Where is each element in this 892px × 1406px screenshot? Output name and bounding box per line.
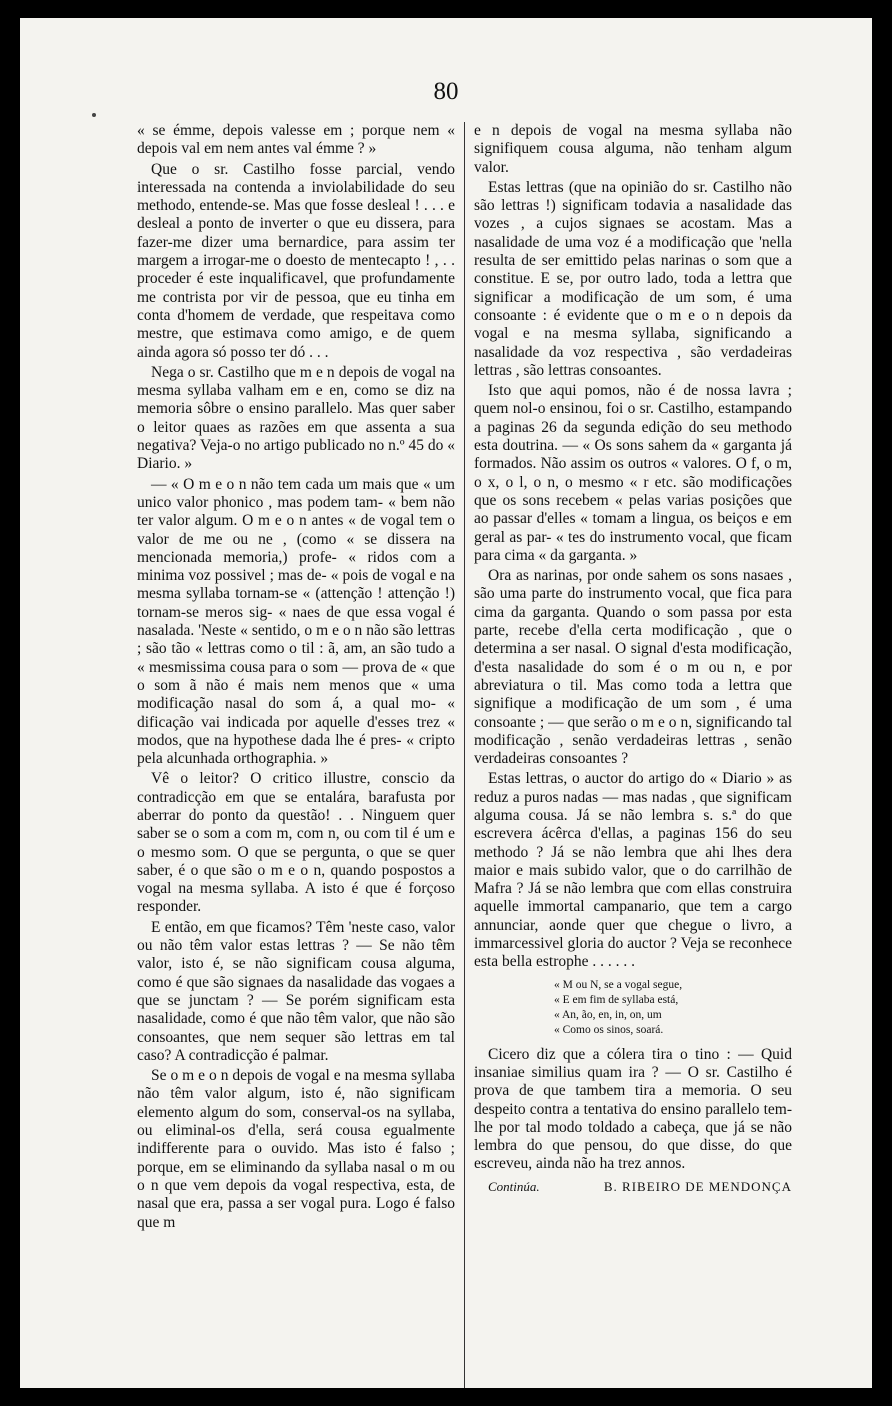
left-column [137,122,455,1234]
verse-stanza [554,978,792,1038]
paragraph: Nega o sr. Castilho que m e n depois de vogal na mesma syllaba valham em e en, como se diz na memoria sôbre o ensino parallelo. Mas quer saber o leitor quaes as razões em que assenta a sua negativa? Veja-o no artigo publicado no n.º 45 do « Diario. » [137,363,455,473]
verse-line: « E em fim de syllaba está, [554,993,679,1006]
paragraph: Cicero diz que a cólera tira o tino : — Quid insaniae similius quam ira ? — O sr. Castilho é prova de que tambem tira a memoria. O seu despeito contra a tentativa do ensino parallelo tem-lhe por tal modo toldado a cabeça, que já se não lembra do que pensou, do que disse, do que escreveu, ainda não ha trez annos. [474,1045,792,1173]
column-divider [464,122,465,1388]
verse-line: « M ou N, se a vogal segue, [554,978,683,991]
quoted-paragraph: — « O m e o n não tem cada um mais que « um unico valor phonico , mas podem tam- « bem não ter valor algum. O m e o n antes « de vogal tem o valor de me ou ne , (como « se dissera na mencionada memoria,) profe- « ridos com a minima voz possivel ; mas de- « pois de vogal e na mesma syllaba tornam-se « (attenção ! attenção !) tornam-se meros sig- « naes de que essa vogal é nasalada. 'Neste « sentido, o m e o n não são lettras ; são tão « lettras como o til : ã, am, an são tudo a « mesmissima cousa para o som — prova de « que o som ã não é mais nem menos que « uma modificação nasal do som á, a qual mo- « dificação vai indicada por aquelle d'esses trez « modos, que na hypothese dada lhe é pres- « cripto pela alcunhada orthographia. » [137,475,455,768]
verse-line: « An, ão, en, in, on, um [554,1008,662,1021]
paragraph: Se o m e o n depois de vogal e na mesma syllaba não têm valor algum, isto é, não significam elemento algum do som, conserval-os na syllaba, ou eliminal-os d'ella, será cousa egualmente indifferente para o ouvido. Mas isto é falso ; porque, em se eliminando da syllaba nasal o m ou o n que vem depois da vogal respectiva, esta, de nasal que era, passa a ser vogal pura. Logo é falso que m [137,1067,455,1231]
newspaper-page [20,18,872,1388]
paragraph: Que o sr. Castilho fosse parcial, vendo interessada na contenda a inviolabilidade do seu methodo, entende-se. Mas que fosse desleal ! . . . e desleal a ponto de inverter o que eu dissera, para fazer-me dizer uma bernardice, para assim ter margem a irrogar-me o doesto de mentecapto ! , . . proceder é este inqualificavel, que profundamente me contrista por vir de pessoa, que eu tinha em conta d'homem de verdade, que respeitava como mestre, que estimava como amigo, e de quem ainda agora só posso ter dó . . . [137,160,455,361]
paragraph: Vê o leitor? O critico illustre, conscio da contradicção em que se entalára, barafusta por aberrar do ponto da questão! . . Ninguem quer saber se o som a com m, com n, ou com til é um e o mesmo som. O que se pergunta, o que se quer saber, é o que são o m e o n, quando pospostos a vogal na mesma syllaba. A isto é que é forçoso responder. [137,770,455,916]
continua-label: Continúa. [488,1178,540,1194]
print-speck [92,113,96,117]
right-column [474,122,792,1196]
paragraph: Isto que aqui pomos, não é de nossa lavra ; quem nol-o ensinou, foi o sr. Castilho, estampando a paginas 26 da segunda edição do seu methodo esta doutrina. — « Os sons sahem da « garganta já formados. Não assim os outros « valores. O f, o m, o x, o l, o n, o mesmo « r etc. são modificações que os sons recebem « pelas varias posições que ao passar d'elles « tomam a lingua, os beiços e em geral as par- « tes do instrumento vocal, que ficam para cima « da garganta. » [474,382,792,564]
verse-line: « Como os sinos, soará. [554,1023,664,1036]
paragraph: E então, em que ficamos? Têm 'neste caso, valor ou não têm valor estas lettras ? — Se não têm valor, isto é, se não significam cousa alguma, como é que são signaes da nasalidade das vogaes a que se junctam ? — Se porém significam esta nasalidade, como é que não têm valor, que não são consoantes, que nem sequer são lettras em tal caso? A contradicção é palmar. [137,918,455,1064]
paragraph: Ora as narinas, por onde sahem os sons nasaes , são uma parte do instrumento vocal, que fica para cima da garganta. Quando o som passa por esta parte, recebe d'ella certa modificação , que o determina a ser nasal. O signal d'esta modificação, d'esta nasalidade do som é o m ou n, e por abreviatura o til. Mas como toda a lettra que signifique a modificação de um som , é uma consoante ; — que serão o m e o n, significando tal modificação , senão verdadeiras lettras , senão verdadeiras consoantes ? [474,567,792,768]
paragraph: e n depois de vogal na mesma syllaba não signifiquem cousa alguma, não tenham algum valor. [474,122,792,176]
paragraph: Estas lettras (que na opinião do sr. Castilho não são lettras !) significam todavia a nasalidade das vozes , a cujos signaes se acostam. Mas a nasalidade de uma voz é a modificação que 'nella resulta de ser emittido pelas narinas o som que a constitue. E se, por outro lado, toda a lettra que significar a modificação de um som, é uma consoante : é evidente que o m e o n depois da vogal e na mesma syllaba, significando a nasalidade da voz respectiva , são verdadeiras lettras , são lettras consoantes. [474,178,792,379]
paragraph: « se émme, depois valesse em ; porque nem « depois val em nem antes val émme ? » [137,122,455,158]
article-footer [474,1178,792,1196]
author-signature: B. RIBEIRO DE MENDONÇA [603,1178,792,1194]
page-number: 80 [433,78,459,105]
paragraph: Estas lettras, o auctor do artigo do « Diario » as reduz a puros nadas — mas nadas , que significam alguma cousa. Já se não lembra s. s.ª do que escrevera ácêrca d'ellas, a paginas 156 do seu methodo ? Já se não lembra que ahi lhes dera maior e mais subido valor, que o do carrilhão de Mafra ? Já se não lembra que com ellas construira aquelle immortal campanario, que tem a cargo annunciar, aonde quer que chegue o livro, a immarcessivel gloria do auctor ? Veja se reconhece esta bella estrophe . . . . . . [474,770,792,971]
